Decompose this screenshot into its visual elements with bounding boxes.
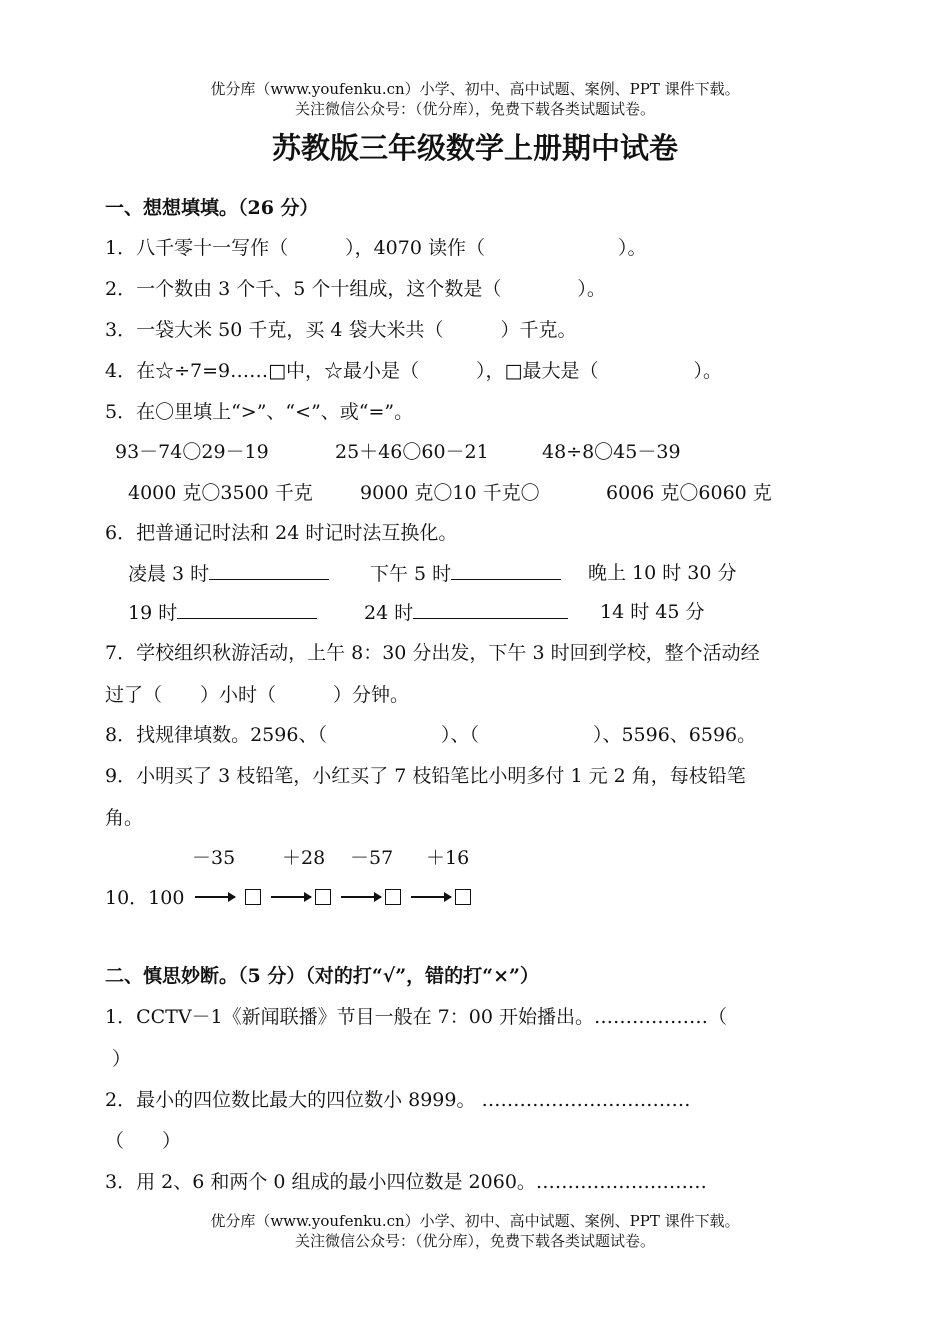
section-2-heading: 二、慎思妙断。（5 分）（对的打“√”，错的打“×”） <box>105 965 539 987</box>
question-1-8: 8．找规律填数。2596、（ ）、（ ）、5596、6596。 <box>105 724 757 746</box>
arrow-right-icon <box>271 896 311 898</box>
question-2-2: 2．最小的四位数比最大的四位数小 8999。 …………………………… <box>105 1089 691 1111</box>
section-1-heading: 一、想想填填。（26 分） <box>105 197 319 219</box>
time-convert-item: 凌晨 3 时 <box>128 561 329 586</box>
header-line-2: 关注微信公众号：（优分库），免费下载各类试题试卷。 <box>294 100 655 118</box>
compare-item: 25＋46〇60－21 <box>335 441 489 463</box>
question-1-9-cont: 角。 <box>105 807 144 829</box>
time-convert-item: 14 时 45 分 <box>600 601 705 623</box>
question-1-10-label: 10．100 <box>105 887 185 909</box>
question-1-1: 1．八千零十一写作（ ），4070 读作（ ）。 <box>105 237 647 259</box>
answer-box <box>315 889 331 905</box>
compare-item: 4000 克〇3500 千克 <box>128 482 313 504</box>
question-1-2: 2．一个数由 3 个千、5 个十组成，这个数是（ ）。 <box>105 278 606 300</box>
question-2-3: 3．用 2、6 和两个 0 组成的最小四位数是 2060。……………………… <box>105 1171 707 1193</box>
question-1-5: 5．在〇里填上“>”、“<”、或“=”。 <box>105 401 414 423</box>
page-title: 苏教版三年级数学上册期中试卷 <box>271 131 678 165</box>
footer-line-1: 优分库（www.youfenku.cn）小学、初中、高中试题、案例、PPT 课件下载。 <box>210 1212 740 1230</box>
question-1-4: 4．在☆÷7=9……□中，☆最小是（ ），□最大是（ ）。 <box>105 360 723 382</box>
compare-item: 93－74〇29－19 <box>115 441 269 463</box>
answer-box <box>245 889 261 905</box>
arrow-right-icon <box>411 896 451 898</box>
question-1-7: 7．学校组织秋游活动，上午 8：30 分出发，下午 3 时回到学校，整个活动经 <box>105 642 760 664</box>
arrow-right-icon <box>341 896 381 898</box>
compare-item: 6006 克〇6060 克 <box>606 482 772 504</box>
answer-box <box>385 889 401 905</box>
header-line-1: 优分库（www.youfenku.cn）小学、初中、高中试题、案例、PPT 课件下载。 <box>210 80 740 98</box>
question-2-1: 1．CCTV－1《新闻联播》节目一般在 7：00 开始播出。………………（ <box>105 1006 727 1028</box>
time-convert-item: 19 时 <box>128 600 317 625</box>
answer-box <box>455 889 471 905</box>
time-convert-item: 晚上 10 时 30 分 <box>588 562 737 584</box>
chain-operation: －57 <box>350 847 394 869</box>
time-convert-item: 24 时 <box>364 600 568 625</box>
chain-operation: －35 <box>192 847 236 869</box>
footer-line-2: 关注微信公众号：（优分库），免费下载各类试题试卷。 <box>294 1232 655 1250</box>
compare-item: 9000 克〇10 千克〇 <box>360 482 540 504</box>
time-convert-item: 下午 5 时 <box>370 561 561 586</box>
question-1-7-cont: 过了（ ）小时（ ）分钟。 <box>105 684 410 706</box>
arrow-right-icon <box>195 896 235 898</box>
question-1-3: 3．一袋大米 50 千克，买 4 袋大米共（ ）千克。 <box>105 319 577 341</box>
question-1-10 <box>105 886 471 910</box>
question-1-6: 6．把普通记时法和 24 时记时法互换化。 <box>105 522 458 544</box>
chain-operation: ＋16 <box>426 847 470 869</box>
question-2-2-cont: （ ） <box>105 1130 182 1152</box>
question-2-1-cont: ） <box>112 1048 132 1070</box>
compare-item: 48÷8〇45－39 <box>542 441 681 463</box>
question-1-9: 9．小明买了 3 枝铅笔，小红买了 7 枝铅笔比小明多付 1 元 2 角，每枝铅笔 <box>105 765 746 787</box>
chain-operation: ＋28 <box>282 847 326 869</box>
